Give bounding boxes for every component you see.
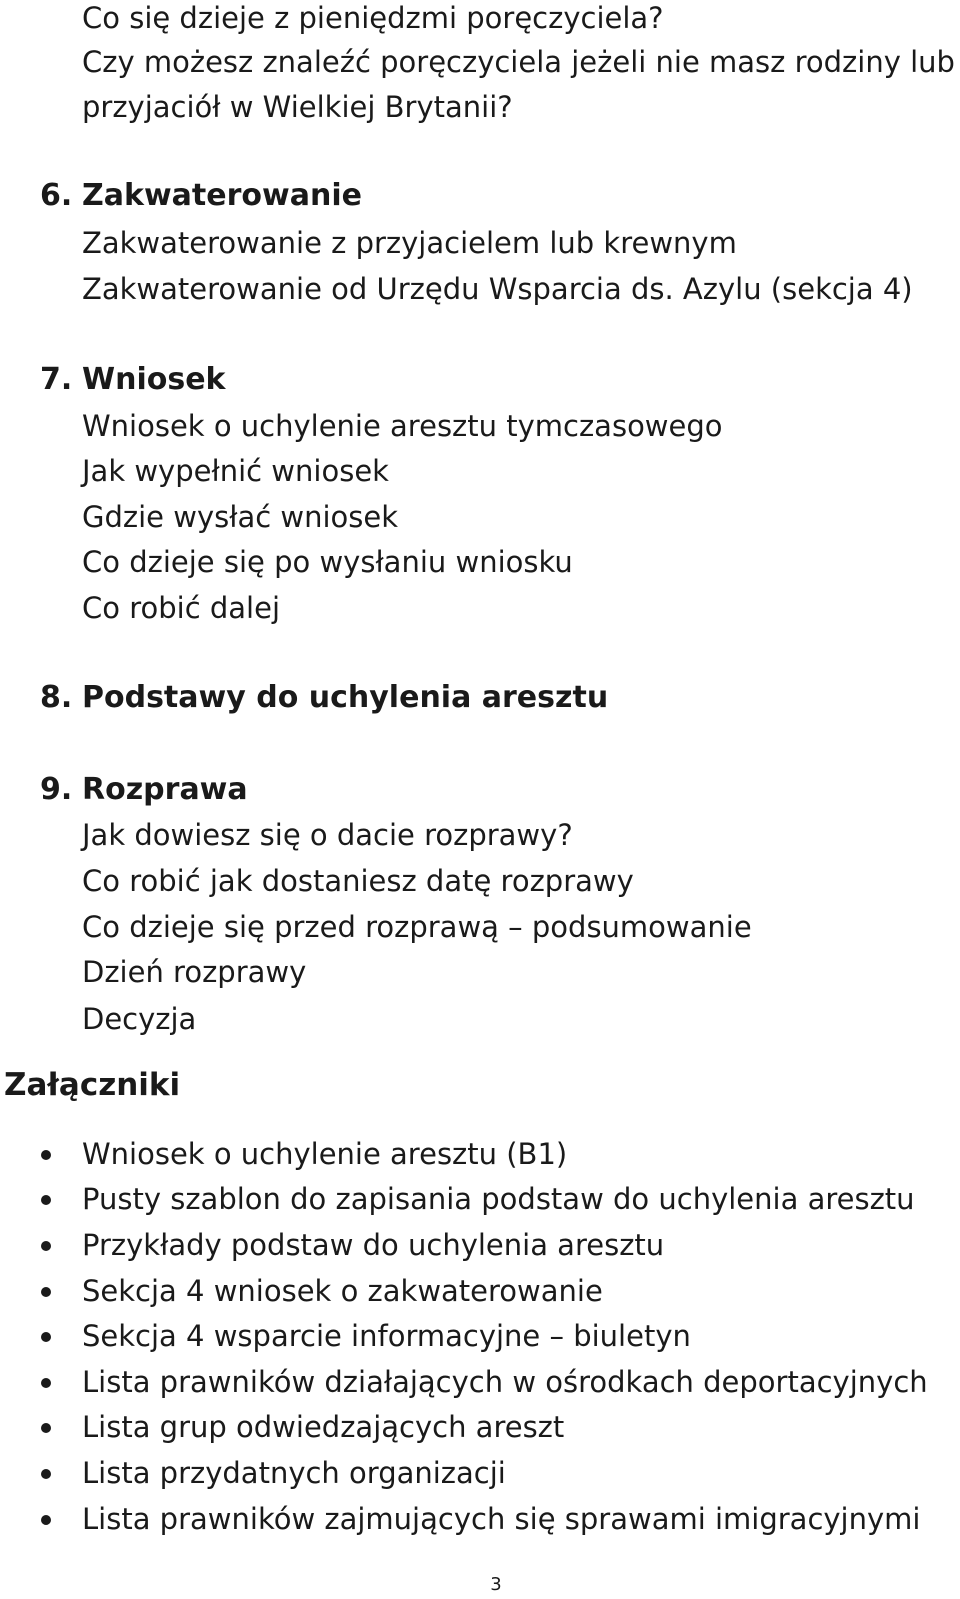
bullet-icon [41,1423,51,1433]
attachments-title: Załączniki [4,1067,181,1103]
bullet-icon [41,1469,51,1479]
attachment-item: Lista przydatnych organizacji [82,1456,506,1490]
attachment-item: Wniosek o uchylenie aresztu (B1) [82,1137,568,1171]
attachment-item: Lista prawników działających w ośrodkach deportacyjnych [82,1365,928,1399]
toc-line: Jak dowiesz się o dacie rozprawy? [82,818,573,852]
toc-line: Zakwaterowanie od Urzędu Wsparcia ds. Azylu (sekcja 4) [82,272,913,306]
section-title: Podstawy do uchylenia aresztu [82,680,609,715]
section-heading-9 [40,772,248,808]
section-number: 9. [40,772,73,807]
toc-line: Jak wypełnić wniosek [82,454,389,488]
section-number: 8. [40,680,73,715]
bullet-icon [41,1150,51,1160]
section-heading-8 [40,680,608,716]
attachment-item: Lista grup odwiedzających areszt [82,1410,565,1444]
toc-line: Dzień rozprawy [82,955,307,989]
section-title: Zakwaterowanie [82,178,362,213]
section-number: 7. [40,362,73,397]
attachment-item: Sekcja 4 wniosek o zakwaterowanie [82,1274,603,1308]
section-title: Rozprawa [82,772,248,807]
attachment-item: Lista prawników zajmujących się sprawami imigracyjnymi [82,1502,921,1536]
bullet-icon [41,1241,51,1251]
toc-line: Zakwaterowanie z przyjacielem lub krewnym [82,226,737,260]
toc-line: Co robić dalej [82,591,281,625]
toc-line: Decyzja [82,1002,197,1036]
bullet-icon [41,1515,51,1525]
section-heading-6 [40,178,362,214]
toc-line: Wniosek o uchylenie aresztu tymczasowego [82,409,723,443]
section-heading-7 [40,362,226,398]
section-number: 6. [40,178,73,213]
section-title: Wniosek [82,362,226,397]
attachment-item: Pusty szablon do zapisania podstaw do uchylenia aresztu [82,1182,915,1216]
toc-line: Czy możesz znaleźć poręczyciela jeżeli nie masz rodziny lub [82,45,955,79]
toc-line: Co robić jak dostaniesz datę rozprawy [82,864,634,898]
bullet-icon [41,1378,51,1388]
toc-line: Co dzieje się przed rozprawą – podsumowanie [82,910,752,944]
toc-line: Co dzieje się po wysłaniu wniosku [82,545,573,579]
toc-line: Co się dzieje z pieniędzmi poręczyciela? [82,1,664,35]
bullet-icon [41,1332,51,1342]
attachment-item: Sekcja 4 wsparcie informacyjne – biuletyn [82,1319,691,1353]
toc-line: przyjaciół w Wielkiej Brytanii? [82,90,513,124]
bullet-icon [41,1195,51,1205]
page-number: 3 [490,1574,502,1595]
toc-line: Gdzie wysłać wniosek [82,500,399,534]
bullet-icon [41,1287,51,1297]
attachment-item: Przykłady podstaw do uchylenia aresztu [82,1228,665,1262]
